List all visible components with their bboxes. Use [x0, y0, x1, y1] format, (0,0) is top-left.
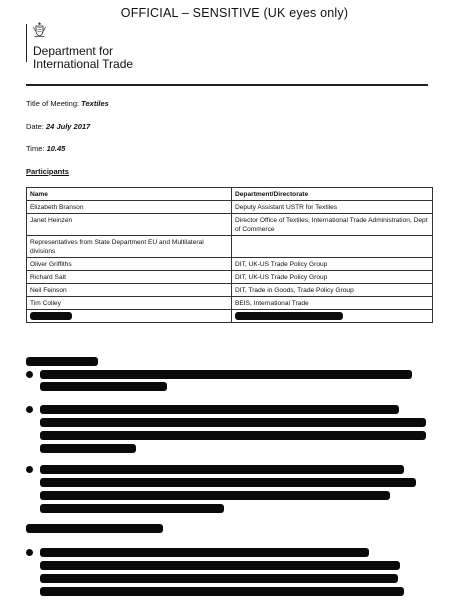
participant-department: DIT, UK-US Trade Policy Group: [232, 258, 433, 271]
participant-name: Elizabeth Branson: [27, 201, 232, 214]
redaction-block: [40, 465, 404, 474]
participant-name: Richard Salt: [27, 271, 232, 284]
column-header-department: Department/Directorate: [232, 188, 433, 201]
column-header-name: Name: [27, 188, 232, 201]
participant-department: DIT, UK-US Trade Policy Group: [232, 271, 433, 284]
department-line-2: International Trade: [33, 57, 134, 71]
logo-divider: [26, 24, 27, 62]
redaction-block: [235, 312, 343, 320]
department-line-1: Department for: [33, 44, 114, 58]
participant-department: Director Office of Textiles, International Trade Administration, Dept of Commerce: [232, 214, 433, 236]
header-rule: [26, 84, 428, 86]
participant-department: [232, 236, 433, 258]
table-row: [27, 297, 433, 310]
redaction-block: [40, 478, 416, 487]
redaction-block: [40, 587, 404, 596]
department-name: [33, 45, 133, 71]
redacted-participant-department: [232, 310, 433, 323]
redaction-block: [40, 491, 390, 500]
meeting-date-value: 24 July 2017: [46, 122, 91, 131]
table-row: [27, 310, 433, 323]
participant-name: Neil Feinson: [27, 284, 232, 297]
participant-name: Tim Colley: [27, 297, 232, 310]
redaction-block: [40, 382, 167, 391]
redaction-block: [40, 444, 136, 453]
table-header-row: [27, 188, 433, 201]
bullet-icon: [26, 371, 33, 378]
participant-department: DIT, Trade in Goods, Trade Policy Group: [232, 284, 433, 297]
meeting-title-label: Title of Meeting:: [26, 99, 82, 108]
redacted-section-heading: [26, 357, 98, 366]
meeting-time-label: Time:: [26, 144, 47, 153]
table-row: [27, 258, 433, 271]
table-row: [27, 271, 433, 284]
royal-crest-icon: [32, 21, 47, 38]
meeting-time: [26, 144, 65, 153]
redaction-block: [40, 370, 412, 379]
participant-department: Deputy Assistant USTR for Textiles: [232, 201, 433, 214]
meeting-title: [26, 99, 109, 108]
table-row: [27, 284, 433, 297]
table-row: [27, 236, 433, 258]
meeting-title-value: Textiles: [81, 99, 109, 108]
redaction-block: [40, 405, 399, 414]
bullet-icon: [26, 466, 33, 473]
bullet-icon: [26, 406, 33, 413]
table-row: [27, 201, 433, 214]
participants-table: [26, 187, 433, 323]
meeting-date: [26, 122, 90, 131]
redaction-block: [40, 574, 398, 583]
redaction-block: [40, 561, 400, 570]
participant-name: Representatives from State Department EU and Multilateral divisions: [27, 236, 232, 258]
redaction-block: [30, 312, 72, 320]
meeting-time-value: 10.45: [46, 144, 66, 153]
table-row: [27, 214, 433, 236]
classification-marking: OFFICIAL – SENSITIVE (UK eyes only): [120, 6, 349, 20]
participant-department: BEIS, International Trade: [232, 297, 433, 310]
redacted-section-heading: [26, 524, 163, 533]
participant-name: Oliver Griffiths: [27, 258, 232, 271]
meeting-date-label: Date:: [26, 122, 47, 131]
redaction-block: [40, 431, 426, 440]
bullet-icon: [26, 549, 33, 556]
redaction-block: [40, 418, 426, 427]
redaction-block: [40, 548, 369, 557]
participants-heading: Participants: [26, 167, 69, 176]
participant-name: Janet Heinzen: [27, 214, 232, 236]
redacted-participant-name: [27, 310, 232, 323]
redaction-block: [40, 504, 224, 513]
